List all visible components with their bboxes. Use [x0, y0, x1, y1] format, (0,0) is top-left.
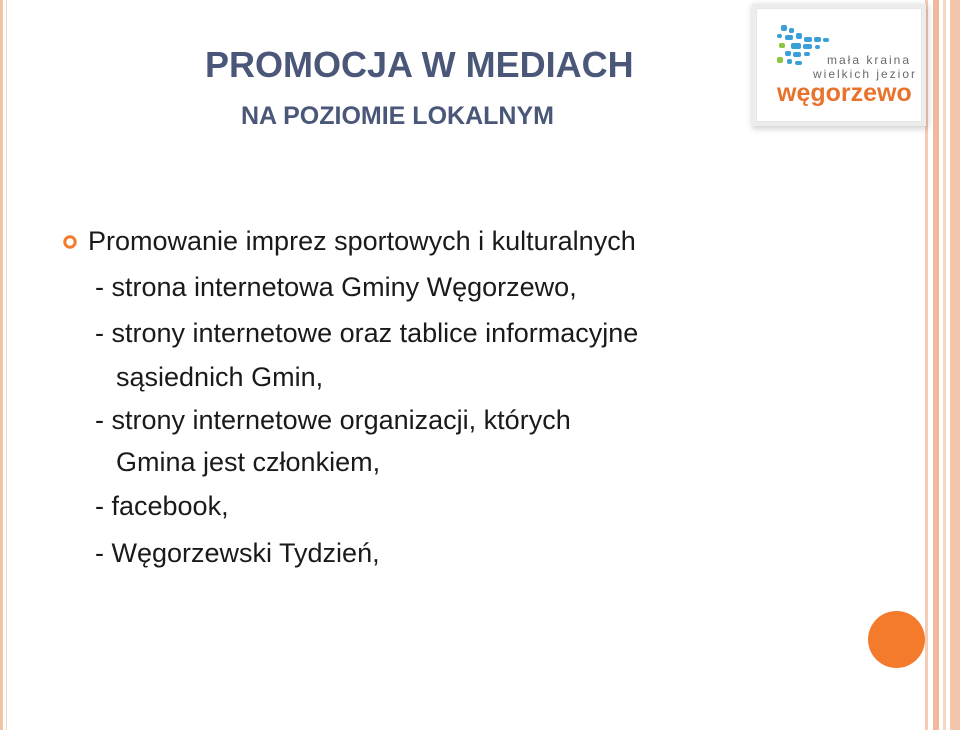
logo-tagline-2: wielkich jezior: [813, 67, 918, 81]
orange-circle-decor: [868, 611, 925, 668]
bullet-text: Promowanie imprez sportowych i kulturalnych: [88, 226, 636, 256]
logo-tagline-1: mała kraina: [827, 53, 912, 67]
list-line-4: - strony internetowe organizacji, których: [95, 405, 571, 435]
logo-wordmark: węgorzewo: [777, 79, 912, 107]
list-line-2: - strony internetowe oraz tablice informacyjne: [95, 318, 639, 348]
list-line-5: Gmina jest członkiem,: [116, 447, 381, 477]
list-line-3: sąsiednich Gmin,: [116, 362, 324, 392]
list-line-7: - Węgorzewski Tydzień,: [95, 538, 380, 568]
left-decor-stripe-thin: [6, 0, 7, 730]
list-line-6: - facebook,: [95, 491, 229, 521]
wegorzewo-logo: [756, 8, 922, 122]
list-line-1: - strona internetowa Gminy Węgorzewo,: [95, 272, 577, 302]
left-decor-stripe: [0, 0, 3, 730]
slide-title: PROMOCJA W MEDIACH: [205, 44, 634, 85]
right-decor-stripe-3: [943, 0, 946, 730]
lakes-map-icon: [771, 23, 833, 73]
right-decor-stripe-1: [925, 0, 928, 730]
slide-subtitle: NA POZIOMIE LOKALNYM: [241, 102, 554, 130]
orange-ring-bullet-icon: [62, 234, 78, 250]
right-decor-stripe-4: [950, 0, 960, 730]
right-decor-stripe-2: [933, 0, 939, 730]
